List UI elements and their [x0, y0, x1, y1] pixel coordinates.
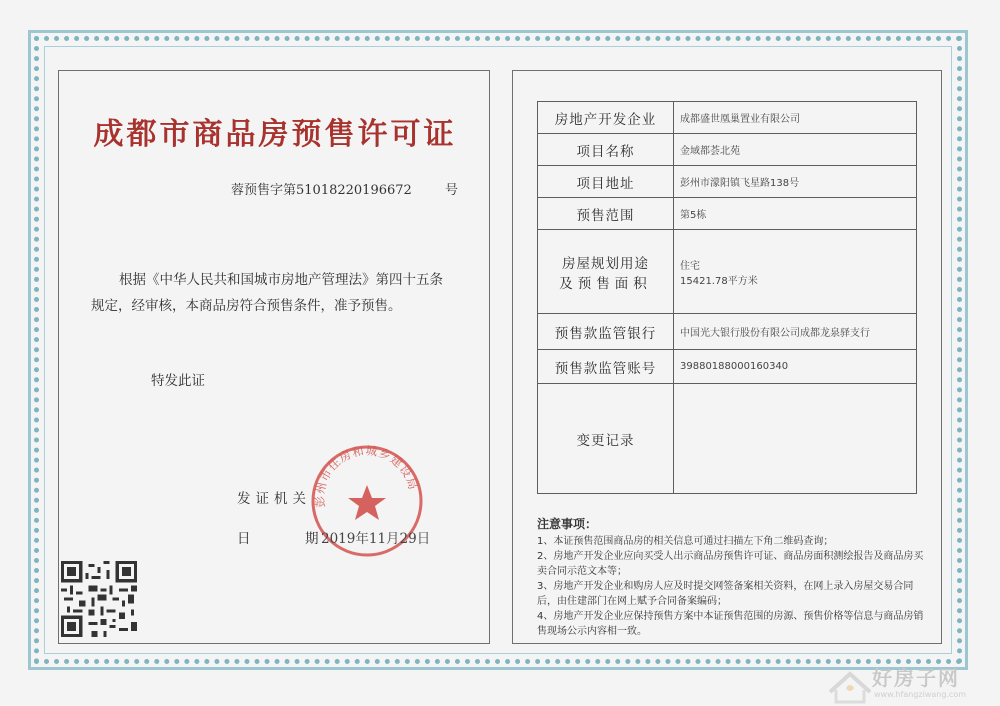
row-label [538, 230, 674, 314]
row-value: 第5栋 [674, 198, 917, 230]
row-value: 成都盛世凰巢置业有限公司 [674, 102, 917, 134]
row-value [674, 230, 917, 314]
row-label: 变更记录 [538, 384, 674, 494]
date-label-a: 日 [237, 531, 251, 547]
note-item: 4、房地产开发企业应保持预售方案中本证预售范围的房源、预售价格等信息与商品房销售现场公示内容相一致。 [537, 611, 924, 637]
qr-code-icon [61, 561, 137, 637]
row-label: 项目地址 [538, 166, 674, 198]
row-value: 39880188000160340 [674, 350, 917, 384]
seal-text: 彭州市住房和城乡建设局 [312, 443, 421, 508]
note-item: 2、房地产开发企业应向买受人出示商品房预售许可证、商品房面积测绘报告及商品房买卖合同示范文本等； [537, 551, 924, 577]
row-label: 预售款监管银行 [538, 314, 674, 350]
date-label-b: 期 [305, 531, 319, 547]
table-row [538, 314, 917, 350]
notes-heading: 注意事项： [537, 517, 598, 531]
row-value: 中国光大银行股份有限公司成都龙泉驿支行 [674, 314, 917, 350]
project-info-table [537, 101, 917, 494]
certificate-left-panel [58, 70, 490, 644]
row-label-line-2: 及预售面积 [559, 275, 652, 292]
watermark-url: www.hfangziwang.com [874, 690, 967, 699]
permit-prefix: 蓉预售字第 [231, 183, 297, 198]
note-item: 3、房地产开发企业和购房人应及时提交网签备案相关资料，在网上录入房屋交易合同后，由住建部门在网上赋予合同备案编码； [537, 581, 914, 607]
certificate-title: 成都市商品房预售许可证 [93, 117, 457, 152]
row-label: 预售款监管账号 [538, 350, 674, 384]
table-row [538, 350, 917, 384]
table-row [538, 134, 917, 166]
table-row [538, 198, 917, 230]
issuer-label: 发证机关 [237, 491, 311, 507]
certificate-right-panel [512, 70, 942, 644]
table-row [538, 102, 917, 134]
certificate-body [91, 267, 471, 319]
issue-date: 2019年11月29日 [321, 531, 431, 547]
row-label: 预售范围 [538, 198, 674, 230]
row-label-line-1: 房屋规划用途 [562, 255, 649, 272]
row-label: 房地产开发企业 [538, 102, 674, 134]
special-issue-text: 特发此证 [151, 373, 205, 389]
row-value [674, 384, 917, 494]
table-row [538, 230, 917, 314]
area-value: 15421.78平方米 [680, 275, 758, 287]
row-value: 彭州市濛阳镇飞星路138号 [674, 166, 917, 198]
table-row [538, 166, 917, 198]
table-row [538, 384, 917, 494]
note-item: 1、本证预售范围商品房的相关信息可通过扫描左下角二维码查询； [537, 536, 834, 547]
watermark-text: 好房子网 [872, 666, 960, 690]
notes-section [537, 517, 927, 639]
permit-number-line [231, 179, 412, 198]
row-value: 金域都荟北苑 [674, 134, 917, 166]
body-line-1: 根据《中华人民共和国城市房地产管理法》第四十五条 [119, 272, 443, 288]
usage-value: 住宅 [680, 260, 700, 272]
row-label: 项目名称 [538, 134, 674, 166]
body-line-2: 规定，经审核，本商品房符合预售条件，准予预售。 [91, 298, 402, 314]
permit-number: 51018220196672 [296, 183, 412, 198]
permit-suffix: 号 [445, 183, 459, 198]
